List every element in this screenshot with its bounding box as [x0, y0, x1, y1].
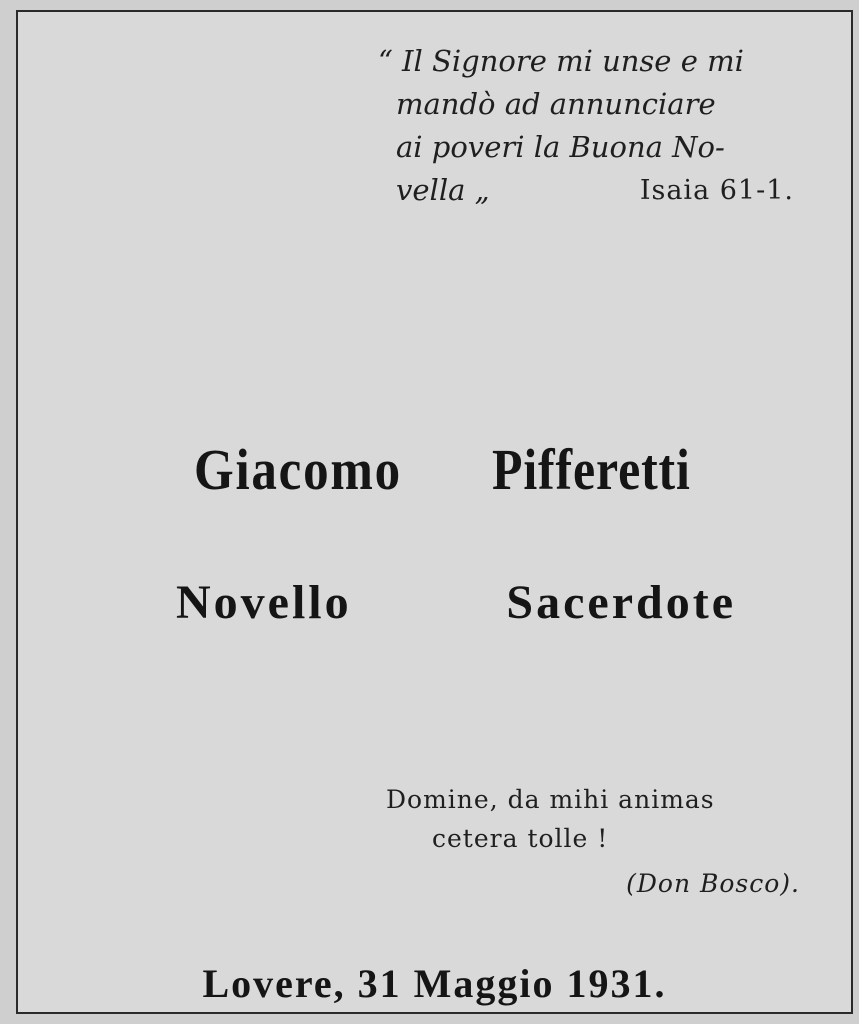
epigraph-line-4: vella „: [396, 173, 490, 207]
ordination-title: [176, 575, 736, 630]
priest-first-name: Giacomo: [194, 437, 402, 502]
motto-quote: [386, 780, 806, 903]
title-word-novello: Novello: [176, 576, 352, 629]
epigraph-quote: [378, 40, 812, 212]
motto-line-2: cetera tolle !: [432, 824, 609, 853]
epigraph-line-4-row: [378, 169, 794, 212]
epigraph-line-2: mandò ad annunciare: [396, 87, 716, 121]
epigraph-reference: Isaia 61-1.: [639, 175, 794, 206]
place-and-date: Lovere, 31 Maggio 1931.: [202, 961, 667, 1006]
priest-last-name: Pifferetti: [492, 437, 691, 502]
epigraph-line-1: “ Il Signore mi unse e mi: [378, 44, 744, 78]
motto-attribution: (Don Bosco).: [626, 869, 800, 898]
title-word-sacerdote: Sacerdote: [506, 576, 736, 629]
epigraph-line-3: ai poveri la Buona No-: [396, 130, 725, 164]
motto-line-1: Domine, da mihi animas: [386, 785, 715, 814]
memorial-card: [16, 10, 853, 1014]
